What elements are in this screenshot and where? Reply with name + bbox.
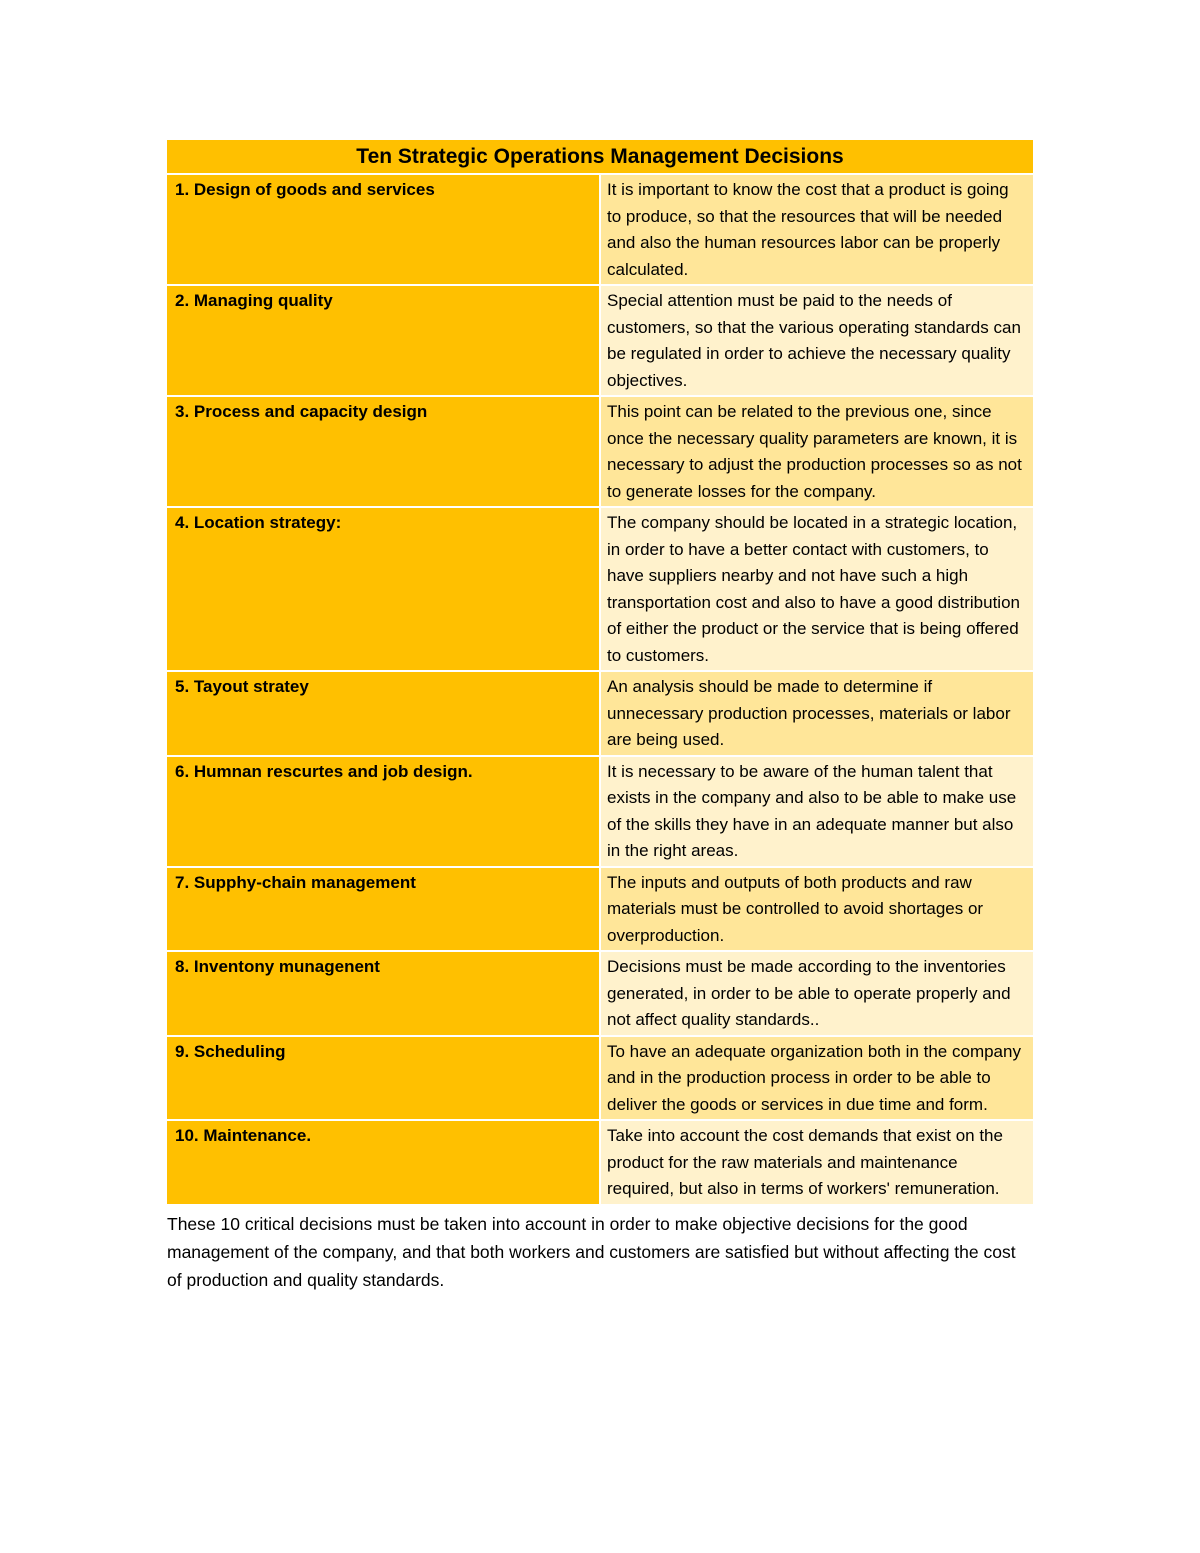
- decision-description: It is important to know the cost that a product is going to produce, so that the resources that will be needed and also the human resources labor can be properly calculated.: [600, 174, 1033, 285]
- table-row: [167, 507, 1033, 671]
- decisions-table: [167, 140, 1033, 1206]
- decision-description: Take into account the cost demands that exist on the product for the raw materials and maintenance required, but also in terms of workers' remuneration.: [600, 1120, 1033, 1205]
- decision-description: The inputs and outputs of both products and raw materials must be controlled to avoid shortages or overproduction.: [600, 867, 1033, 952]
- table-row: [167, 1120, 1033, 1205]
- table-row: [167, 756, 1033, 867]
- document-page: [167, 140, 1033, 1311]
- decision-label: 7. Supphy-chain management: [167, 867, 600, 952]
- decision-description: Special attention must be paid to the needs of customers, so that the various operating standards can be regulated in order to achieve the necessary quality objectives.: [600, 285, 1033, 396]
- decision-label: 9. Scheduling: [167, 1036, 600, 1121]
- table-row: [167, 671, 1033, 756]
- decision-label: 4. Location strategy:: [167, 507, 600, 671]
- decision-description: The company should be located in a strategic location, in order to have a better contact with customers, to have suppliers nearby and not have such a high transportation cost and also to have a good distribution of either the product or the service that is being offered to customers.: [600, 507, 1033, 671]
- table-row: [167, 951, 1033, 1036]
- decision-label: 5. Tayout stratey: [167, 671, 600, 756]
- decision-label: 1. Design of goods and services: [167, 174, 600, 285]
- decision-description: To have an adequate organization both in the company and in the production process in order to be able to deliver the goods or services in due time and form.: [600, 1036, 1033, 1121]
- decision-label: 2. Managing quality: [167, 285, 600, 396]
- table-row: [167, 174, 1033, 285]
- decision-description: It is necessary to be aware of the human talent that exists in the company and also to be able to make use of the skills they have in an adequate manner but also in the right areas.: [600, 756, 1033, 867]
- table-row: [167, 1036, 1033, 1121]
- decision-description: An analysis should be made to determine if unnecessary production processes, materials or labor are being used.: [600, 671, 1033, 756]
- decision-label: 3. Process and capacity design: [167, 396, 600, 507]
- table-title: Ten Strategic Operations Management Decisions: [167, 140, 1033, 174]
- table-row: [167, 867, 1033, 952]
- decision-label: 8. Inventony munagenent: [167, 951, 600, 1036]
- table-header-row: [167, 140, 1033, 174]
- decision-description: This point can be related to the previous one, since once the necessary quality parameters are known, it is necessary to adjust the production processes so as not to generate losses for the company.: [600, 396, 1033, 507]
- decision-label: 10. Maintenance.: [167, 1120, 600, 1205]
- closing-paragraph: These 10 critical decisions must be taken into account in order to make objective decisions for the good management of the company, and that both workers and customers are satisfied but without affecting the cost of production and quality standards.: [167, 1213, 1016, 1290]
- decision-label: 6. Humnan rescurtes and job design.: [167, 756, 600, 867]
- table-row: [167, 285, 1033, 396]
- table-row: [167, 396, 1033, 507]
- decision-description: Decisions must be made according to the inventories generated, in order to be able to operate properly and not affect quality standards..: [600, 951, 1033, 1036]
